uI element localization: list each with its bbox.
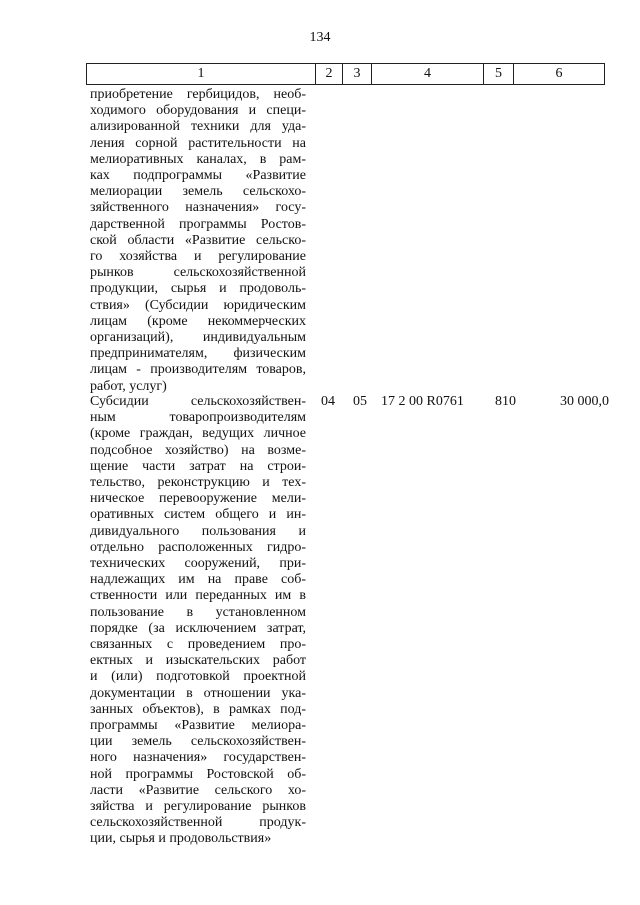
description-line: подсобное хозяйство) на возме- — [90, 442, 306, 458]
description-line: ническое перевооружение мели- — [90, 491, 306, 507]
description-line: тельство, реконструкцию и тех- — [90, 475, 306, 491]
description-line: пользование в установленном — [90, 604, 306, 620]
description-line: щение части затрат на строи- — [90, 458, 306, 474]
description-line: рынков сельскохозяйственной — [90, 265, 306, 281]
description-line: сельскохозяйственной продук- — [90, 815, 306, 831]
description-line: дивидуального пользования и — [90, 523, 306, 539]
column-header-row — [87, 64, 605, 85]
description-line: надлежащих им на праве соб- — [90, 572, 306, 588]
description-line: документации в отношении ука- — [90, 685, 306, 701]
description-line: зяйства и регулирование рынков — [90, 799, 306, 815]
column-header-3: 3 — [343, 64, 372, 85]
description-line: отдельно расположенных гидро- — [90, 539, 306, 555]
description-line: дарственной программы Ростов- — [90, 216, 306, 232]
description-line: ласти «Развитие сельского хо- — [90, 782, 306, 798]
subsection-code: 05 — [353, 394, 367, 409]
description-line: лицам (кроме некоммерческих — [90, 313, 306, 329]
description-line: технических сооружений, при- — [90, 556, 306, 572]
description-line: предпринимателям, физическим — [90, 346, 306, 362]
row-description — [90, 87, 306, 395]
description-line: мелиорации земель сельскохо- — [90, 184, 306, 200]
description-line: ках подпрограммы «Развитие — [90, 168, 306, 184]
description-line: ской области «Развитие сельско- — [90, 232, 306, 248]
section-code: 04 — [321, 394, 335, 409]
description-line: программы «Развитие мелиора- — [90, 718, 306, 734]
row-description — [90, 394, 306, 848]
description-line: ализированной техники для уда- — [90, 119, 306, 135]
description-line: мелиоративных каналах, в рам- — [90, 151, 306, 167]
description-line: Субсидии сельскохозяйствен- — [90, 394, 306, 409]
amount: 30 000,0 — [560, 394, 609, 409]
description-line: продукции, сырья и продоволь- — [90, 281, 306, 297]
description-line: ции, сырья и продовольствия» — [90, 831, 272, 847]
description-line: го хозяйства и регулирование — [90, 249, 306, 265]
expense-type-code: 810 — [495, 394, 516, 409]
column-header-2: 2 — [316, 64, 343, 85]
description-line: зяйственного назначения» госу- — [90, 200, 306, 216]
page-number: 134 — [309, 30, 331, 45]
column-header-1: 1 — [87, 64, 316, 85]
column-header-6: 6 — [514, 64, 605, 85]
description-line: связанных с проведением про- — [90, 637, 306, 653]
description-line: ной программы Ростовской об- — [90, 766, 306, 782]
column-header-4: 4 — [372, 64, 484, 85]
description-line: ствия» (Субсидии юридическим — [90, 297, 306, 313]
description-line: лицам - производителям товаров, — [90, 362, 306, 378]
description-line: работ, услуг) — [90, 378, 167, 394]
description-line: ектных и изыскательских работ — [90, 653, 306, 669]
description-line: ственности или переданных им в — [90, 588, 306, 604]
description-line: ного назначения» государствен- — [90, 750, 306, 766]
target-item-code: 17 2 00 R0761 — [381, 394, 464, 409]
description-line: (кроме граждан, ведущих личное — [90, 426, 306, 442]
column-header-table — [86, 63, 605, 85]
description-line: ным товаропроизводителям — [90, 410, 306, 426]
description-line: организаций), индивидуальным — [90, 330, 306, 346]
description-line: ходимого оборудования и специ- — [90, 103, 306, 119]
description-line: приобретение гербицидов, необ- — [90, 87, 306, 102]
description-line: ции земель сельскохозяйствен- — [90, 734, 306, 750]
description-line: оративных систем общего и ин- — [90, 507, 306, 523]
description-line: порядке (за исключением затрат, — [90, 620, 306, 636]
description-line: занных объектов), в рамках под- — [90, 701, 306, 717]
description-line: и (или) подготовкой проектной — [90, 669, 306, 685]
description-line: ления сорной растительности на — [90, 135, 306, 151]
column-header-5: 5 — [484, 64, 514, 85]
